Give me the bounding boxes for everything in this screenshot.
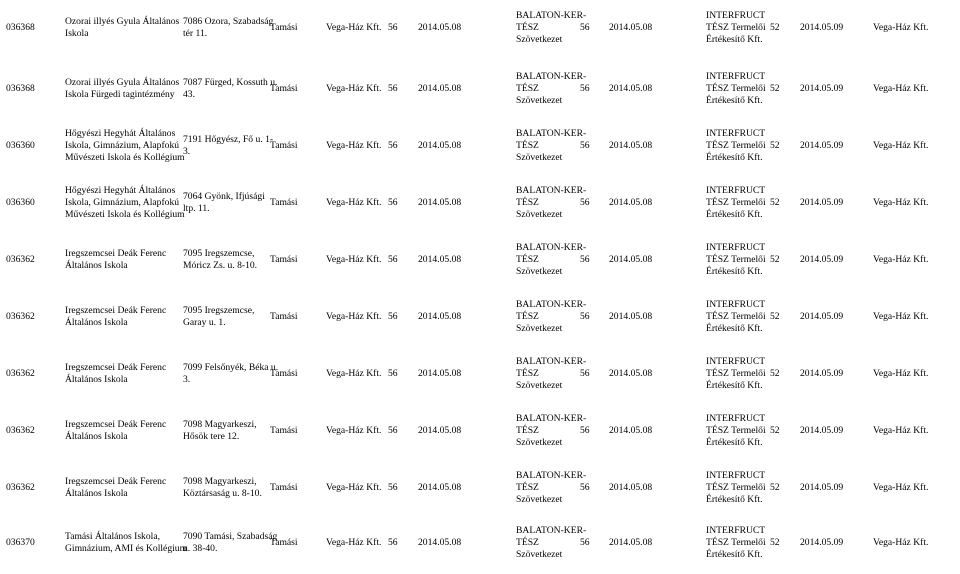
school-name xyxy=(65,248,166,272)
school-name xyxy=(65,305,166,329)
supplier-2-line: INTERFRUCT xyxy=(706,242,766,253)
supplier-2-line: Értékesítő Kft. xyxy=(706,266,763,277)
address-line: 7095 Iregszemcse, xyxy=(183,248,255,259)
quantity-2: 56 xyxy=(580,140,590,151)
address-line: ltp. 11. xyxy=(183,203,210,214)
contractor-2: Vega-Ház Kft. xyxy=(873,254,929,265)
date-2: 2014.05.08 xyxy=(609,425,653,436)
address-line: 7098 Magyarkeszi, xyxy=(183,476,257,487)
supplier-2-line: TÉSZ Termelői xyxy=(706,254,766,265)
date-2: 2014.05.08 xyxy=(609,537,653,548)
supplier-1-line: TÉSZ xyxy=(516,425,539,436)
supplier-2-line: INTERFRUCT xyxy=(706,356,766,367)
quantity-3: 52 xyxy=(770,368,780,379)
school-name-line: Általános Iskola xyxy=(65,431,128,442)
school-name-line: Hőgyészi Hegyhát Általános xyxy=(65,185,176,196)
date-3: 2014.05.09 xyxy=(800,482,844,493)
table-row xyxy=(0,57,960,114)
supplier-2 xyxy=(706,128,766,164)
supplier-2 xyxy=(706,299,766,335)
school-name xyxy=(65,185,185,221)
city: Tamási xyxy=(270,197,298,208)
contractor-1: Vega-Ház Kft. xyxy=(326,254,382,265)
address xyxy=(183,77,277,101)
supplier-1-line: BALATON-KER- xyxy=(516,356,587,367)
supplier-1 xyxy=(516,470,586,506)
city: Tamási xyxy=(270,22,298,33)
supplier-2-line: TÉSZ Termelői xyxy=(706,140,766,151)
contractor-2: Vega-Ház Kft. xyxy=(873,482,929,493)
school-id: 036362 xyxy=(6,254,35,265)
city: Tamási xyxy=(270,254,298,265)
school-name-line: Iskola, Gimnázium, Alapfokú xyxy=(65,140,180,151)
address xyxy=(183,134,273,158)
quantity-1: 56 xyxy=(388,425,398,436)
quantity-3: 52 xyxy=(770,197,780,208)
quantity-3: 52 xyxy=(770,311,780,322)
date-3: 2014.05.09 xyxy=(800,140,844,151)
address-line: Móricz Zs. u. 8-10. xyxy=(183,260,258,271)
supplier-1 xyxy=(516,71,586,107)
date-3: 2014.05.09 xyxy=(800,537,844,548)
supplier-2-line: TÉSZ Termelői xyxy=(706,311,766,322)
quantity-1: 56 xyxy=(388,140,398,151)
quantity-3: 52 xyxy=(770,83,780,94)
supplier-1-line: BALATON-KER- xyxy=(516,242,587,253)
date-3: 2014.05.09 xyxy=(800,83,844,94)
supplier-1-line: Szövetkezet xyxy=(516,209,563,220)
school-name xyxy=(65,128,185,164)
supplier-2-line: Értékesítő Kft. xyxy=(706,549,763,560)
supplier-2 xyxy=(706,356,766,392)
supplier-2 xyxy=(706,185,766,221)
school-name-line: Általános Iskola xyxy=(65,488,128,499)
school-name xyxy=(65,77,179,101)
supplier-1-line: Szövetkezet xyxy=(516,323,563,334)
supplier-1-line: TÉSZ xyxy=(516,482,539,493)
quantity-1: 56 xyxy=(388,537,398,548)
supplier-1-line: Szövetkezet xyxy=(516,34,563,45)
supplier-2 xyxy=(706,525,766,561)
school-name-line: Iregszemcsei Deák Ferenc xyxy=(65,476,167,487)
table-row xyxy=(0,114,960,171)
supplier-2-line: INTERFRUCT xyxy=(706,470,766,481)
date-3: 2014.05.09 xyxy=(800,311,844,322)
school-id: 036362 xyxy=(6,425,35,436)
table-row xyxy=(0,285,960,342)
school-id: 036362 xyxy=(6,368,35,379)
school-name-line: Gimnázium, AMI és Kollégium xyxy=(65,543,188,554)
date-2: 2014.05.08 xyxy=(609,140,653,151)
school-id: 036360 xyxy=(6,140,35,151)
quantity-2: 56 xyxy=(580,311,590,322)
supplier-2-line: Értékesítő Kft. xyxy=(706,34,763,45)
school-name-line: Iregszemcsei Deák Ferenc xyxy=(65,362,167,373)
quantity-2: 56 xyxy=(580,537,590,548)
city: Tamási xyxy=(270,537,298,548)
supplier-2-line: Értékesítő Kft. xyxy=(706,323,763,334)
quantity-1: 56 xyxy=(388,311,398,322)
supplier-1-line: Szövetkezet xyxy=(516,266,563,277)
contractor-2: Vega-Ház Kft. xyxy=(873,368,929,379)
contractor-1: Vega-Ház Kft. xyxy=(326,83,382,94)
contractor-1: Vega-Ház Kft. xyxy=(326,482,382,493)
supplier-2-line: TÉSZ Termelői xyxy=(706,425,766,436)
school-name xyxy=(65,476,166,500)
quantity-1: 56 xyxy=(388,197,398,208)
supplier-2-line: TÉSZ Termelői xyxy=(706,368,766,379)
supplier-2 xyxy=(706,413,766,449)
city: Tamási xyxy=(270,482,298,493)
address xyxy=(183,305,254,329)
quantity-1: 56 xyxy=(388,83,398,94)
supplier-1-line: TÉSZ xyxy=(516,197,539,208)
supplier-1-line: Szövetkezet xyxy=(516,549,563,560)
date-1: 2014.05.08 xyxy=(418,368,462,379)
date-1: 2014.05.08 xyxy=(418,482,462,493)
quantity-2: 56 xyxy=(580,425,590,436)
date-1: 2014.05.08 xyxy=(418,425,462,436)
quantity-1: 56 xyxy=(388,254,398,265)
school-name-line: Művészeti Iskola és Kollégium xyxy=(65,152,185,163)
supplier-1 xyxy=(516,10,586,46)
supplier-1-line: BALATON-KER- xyxy=(516,185,587,196)
supplier-2-line: INTERFRUCT xyxy=(706,299,766,310)
table-row xyxy=(0,456,960,513)
date-2: 2014.05.08 xyxy=(609,22,653,33)
school-name xyxy=(65,362,166,386)
date-2: 2014.05.08 xyxy=(609,368,653,379)
supplier-1-line: TÉSZ xyxy=(516,368,539,379)
address-line: 7095 Iregszemcse, xyxy=(183,305,255,316)
address-line: Köztársaság u. 8-10. xyxy=(183,488,262,499)
quantity-2: 56 xyxy=(580,368,590,379)
address-line: 7087 Fürged, Kossuth u. xyxy=(183,77,278,88)
contractor-2: Vega-Ház Kft. xyxy=(873,140,929,151)
date-3: 2014.05.09 xyxy=(800,22,844,33)
quantity-2: 56 xyxy=(580,22,590,33)
supplier-1-line: BALATON-KER- xyxy=(516,128,587,139)
supplier-1-line: Szövetkezet xyxy=(516,437,563,448)
supplier-1-line: Szövetkezet xyxy=(516,380,563,391)
address xyxy=(183,476,262,500)
quantity-3: 52 xyxy=(770,425,780,436)
supplier-2-line: INTERFRUCT xyxy=(706,71,766,82)
contractor-1: Vega-Ház Kft. xyxy=(326,140,382,151)
supplier-2-line: Értékesítő Kft. xyxy=(706,209,763,220)
contractor-1: Vega-Ház Kft. xyxy=(326,22,382,33)
supplier-2-line: INTERFRUCT xyxy=(706,128,766,139)
supplier-2-line: TÉSZ Termelői xyxy=(706,22,766,33)
school-name-line: Általános Iskola xyxy=(65,260,128,271)
supplier-1-line: BALATON-KER- xyxy=(516,470,587,481)
supplier-1 xyxy=(516,413,586,449)
contractor-1: Vega-Ház Kft. xyxy=(326,368,382,379)
quantity-1: 56 xyxy=(388,482,398,493)
date-1: 2014.05.08 xyxy=(418,22,462,33)
supplier-1-line: TÉSZ xyxy=(516,254,539,265)
quantity-1: 56 xyxy=(388,22,398,33)
supplier-1 xyxy=(516,242,586,278)
school-id: 036368 xyxy=(6,83,35,94)
school-name-line: Művészeti Iskola és Kollégium xyxy=(65,209,185,220)
city: Tamási xyxy=(270,311,298,322)
supplier-1-line: BALATON-KER- xyxy=(516,413,587,424)
school-name-line: Általános Iskola xyxy=(65,374,128,385)
contractor-1: Vega-Ház Kft. xyxy=(326,425,382,436)
supplier-2 xyxy=(706,242,766,278)
supplier-2-line: INTERFRUCT xyxy=(706,525,766,536)
table-row xyxy=(0,0,960,57)
supplier-1 xyxy=(516,299,586,335)
date-1: 2014.05.08 xyxy=(418,311,462,322)
table-row xyxy=(0,399,960,456)
school-name-line: Iskola xyxy=(65,28,89,39)
quantity-3: 52 xyxy=(770,482,780,493)
school-name-line: Hőgyészi Hegyhát Általános xyxy=(65,128,176,139)
date-2: 2014.05.08 xyxy=(609,311,653,322)
school-name xyxy=(65,16,179,40)
address-line: Garay u. 1. xyxy=(183,317,226,328)
supplier-2-line: Értékesítő Kft. xyxy=(706,95,763,106)
address xyxy=(183,248,257,272)
school-name-line: Iskola, Gimnázium, Alapfokú xyxy=(65,197,180,208)
quantity-1: 56 xyxy=(388,368,398,379)
supplier-1 xyxy=(516,356,586,392)
supplier-1-line: BALATON-KER- xyxy=(516,10,587,21)
supplier-2-line: TÉSZ Termelői xyxy=(706,83,766,94)
supplier-1-line: BALATON-KER- xyxy=(516,71,587,82)
address xyxy=(183,16,273,40)
supplier-1-line: TÉSZ xyxy=(516,311,539,322)
date-1: 2014.05.08 xyxy=(418,83,462,94)
supplier-2-line: INTERFRUCT xyxy=(706,10,766,21)
date-3: 2014.05.09 xyxy=(800,425,844,436)
supplier-2-line: TÉSZ Termelői xyxy=(706,482,766,493)
supplier-2 xyxy=(706,470,766,506)
school-name-line: Iregszemcsei Deák Ferenc xyxy=(65,248,167,259)
supplier-1-line: TÉSZ xyxy=(516,22,539,33)
contractor-2: Vega-Ház Kft. xyxy=(873,83,929,94)
date-1: 2014.05.08 xyxy=(418,537,462,548)
supplier-1-line: TÉSZ xyxy=(516,83,539,94)
date-3: 2014.05.09 xyxy=(800,197,844,208)
address-line: 3. xyxy=(183,146,191,157)
date-3: 2014.05.09 xyxy=(800,368,844,379)
date-2: 2014.05.08 xyxy=(609,254,653,265)
address-line: tér 11. xyxy=(183,28,208,39)
table-row xyxy=(0,171,960,228)
school-id: 036362 xyxy=(6,482,35,493)
supplier-2-line: TÉSZ Termelői xyxy=(706,537,766,548)
address-line: 7191 Hőgyész, Fő u. 1- xyxy=(183,134,274,145)
contractor-2: Vega-Ház Kft. xyxy=(873,425,929,436)
address-line: 7064 Gyönk, Ifjúsági xyxy=(183,191,265,202)
school-name-line: Ozorai illyés Gyula Általános xyxy=(65,16,180,27)
address-line: 3. xyxy=(183,374,191,385)
school-name-line: Iskola Fürgedi tagintézmény xyxy=(65,89,175,100)
supplier-2-line: Értékesítő Kft. xyxy=(706,152,763,163)
contractor-1: Vega-Ház Kft. xyxy=(326,197,382,208)
contractor-1: Vega-Ház Kft. xyxy=(326,311,382,322)
city: Tamási xyxy=(270,140,298,151)
table-row xyxy=(0,342,960,399)
supplier-2-line: Értékesítő Kft. xyxy=(706,437,763,448)
supplier-2 xyxy=(706,71,766,107)
supplier-1 xyxy=(516,525,586,561)
supplier-2-line: Értékesítő Kft. xyxy=(706,380,763,391)
address-line: 7099 Felsőnyék, Béka u. xyxy=(183,362,279,373)
address xyxy=(183,531,277,555)
quantity-2: 56 xyxy=(580,197,590,208)
date-1: 2014.05.08 xyxy=(418,140,462,151)
supplier-1-line: TÉSZ xyxy=(516,140,539,151)
city: Tamási xyxy=(270,83,298,94)
school-id: 036360 xyxy=(6,197,35,208)
school-id: 036368 xyxy=(6,22,35,33)
supplier-1-line: Szövetkezet xyxy=(516,152,563,163)
contractor-2: Vega-Ház Kft. xyxy=(873,311,929,322)
school-name xyxy=(65,531,187,555)
date-1: 2014.05.08 xyxy=(418,197,462,208)
supplier-2-line: INTERFRUCT xyxy=(706,413,766,424)
address-line: 7098 Magyarkeszi, xyxy=(183,419,257,430)
supplier-1 xyxy=(516,185,586,221)
school-name-line: Iregszemcsei Deák Ferenc xyxy=(65,305,167,316)
table-row xyxy=(0,513,960,570)
school-name-line: Tamási Általános Iskola, xyxy=(65,531,160,542)
supplier-2-line: TÉSZ Termelői xyxy=(706,197,766,208)
supplier-2 xyxy=(706,10,766,46)
date-2: 2014.05.08 xyxy=(609,83,653,94)
school-id: 036362 xyxy=(6,311,35,322)
supplier-2-line: Értékesítő Kft. xyxy=(706,494,763,505)
address-line: Hősök tere 12. xyxy=(183,431,240,442)
quantity-2: 56 xyxy=(580,254,590,265)
supplier-1-line: TÉSZ xyxy=(516,537,539,548)
address-line: 43. xyxy=(183,89,195,100)
address-line: 7090 Tamási, Szabadság xyxy=(183,531,278,542)
table-row xyxy=(0,228,960,285)
school-name-line: Iregszemcsei Deák Ferenc xyxy=(65,419,167,430)
quantity-2: 56 xyxy=(580,482,590,493)
school-name xyxy=(65,419,166,443)
supplier-2-line: INTERFRUCT xyxy=(706,185,766,196)
school-name-line: Általános Iskola xyxy=(65,317,128,328)
school-id: 036370 xyxy=(6,537,35,548)
supplier-1 xyxy=(516,128,586,164)
quantity-2: 56 xyxy=(580,83,590,94)
school-name-line: Ozorai illyés Gyula Általános xyxy=(65,77,180,88)
date-3: 2014.05.09 xyxy=(800,254,844,265)
date-2: 2014.05.08 xyxy=(609,482,653,493)
quantity-3: 52 xyxy=(770,22,780,33)
date-2: 2014.05.08 xyxy=(609,197,653,208)
address xyxy=(183,191,265,215)
contractor-2: Vega-Ház Kft. xyxy=(873,197,929,208)
address xyxy=(183,362,278,386)
city: Tamási xyxy=(270,425,298,436)
supplier-1-line: BALATON-KER- xyxy=(516,299,587,310)
contractor-1: Vega-Ház Kft. xyxy=(326,537,382,548)
supplier-1-line: Szövetkezet xyxy=(516,95,563,106)
city: Tamási xyxy=(270,368,298,379)
quantity-3: 52 xyxy=(770,537,780,548)
quantity-3: 52 xyxy=(770,140,780,151)
address-line: 7086 Ozora, Szabadság xyxy=(183,16,274,27)
address xyxy=(183,419,257,443)
contractor-2: Vega-Ház Kft. xyxy=(873,537,929,548)
address-line: u. 38-40. xyxy=(183,543,218,554)
contractor-2: Vega-Ház Kft. xyxy=(873,22,929,33)
date-1: 2014.05.08 xyxy=(418,254,462,265)
supplier-1-line: Szövetkezet xyxy=(516,494,563,505)
quantity-3: 52 xyxy=(770,254,780,265)
supplier-1-line: BALATON-KER- xyxy=(516,525,587,536)
